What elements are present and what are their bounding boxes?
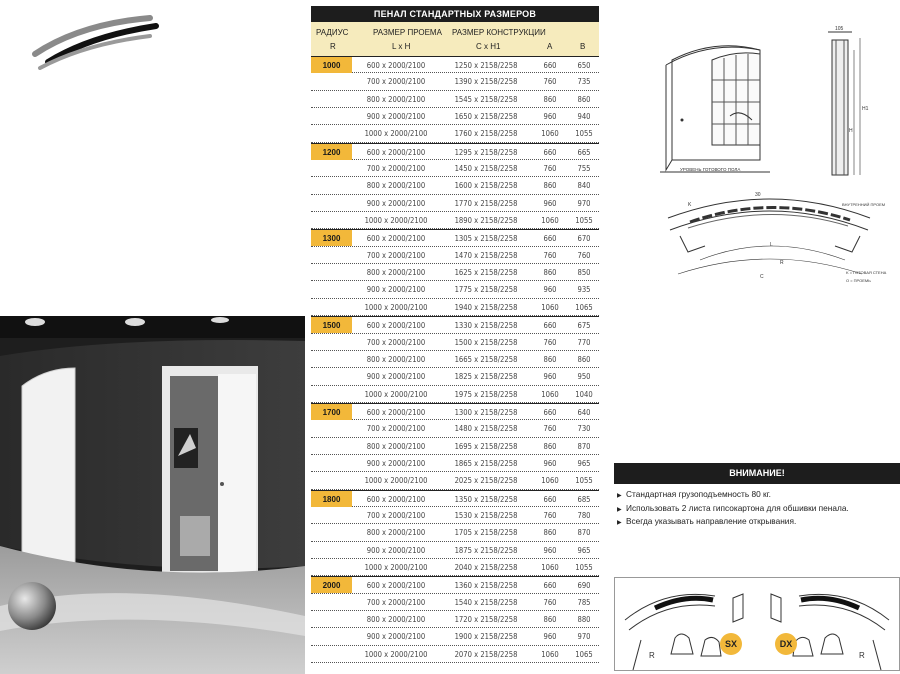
a-cell: 760 bbox=[543, 337, 557, 347]
a-cell: 960 bbox=[543, 632, 557, 642]
radius-label: R bbox=[649, 651, 655, 660]
table-row bbox=[311, 299, 599, 316]
construction-size-cell: 1600 x 2158/2258 bbox=[454, 181, 518, 191]
opening-label: ВНУТРЕННИЙ ПРОЕМ bbox=[842, 202, 886, 207]
table-row bbox=[311, 386, 599, 403]
table-body bbox=[311, 56, 599, 663]
b-cell: 965 bbox=[577, 545, 591, 555]
dim-c: C bbox=[760, 274, 764, 280]
table-row bbox=[311, 420, 599, 437]
table-row bbox=[311, 507, 599, 524]
b-cell: 685 bbox=[577, 494, 591, 504]
col-b: B bbox=[580, 42, 586, 51]
table-row bbox=[311, 125, 599, 142]
table-row bbox=[311, 628, 599, 645]
opening-size-cell: 600 x 2000/2100 bbox=[366, 407, 426, 417]
construction-size-cell: 1770 x 2158/2258 bbox=[454, 198, 518, 208]
b-cell: 880 bbox=[577, 615, 591, 624]
opening-size-cell: 600 x 2000/2100 bbox=[366, 234, 426, 244]
construction-size-cell: 1775 x 2158/2258 bbox=[454, 285, 518, 295]
table-row bbox=[311, 472, 599, 489]
opening-size-cell: 800 x 2000/2100 bbox=[366, 94, 426, 104]
table-row bbox=[311, 559, 599, 576]
b-cell: 1055 bbox=[575, 129, 593, 139]
opening-size-cell: 800 x 2000/2100 bbox=[366, 181, 426, 191]
b-cell: 640 bbox=[577, 407, 591, 417]
table-row bbox=[311, 524, 599, 541]
b-cell: 650 bbox=[577, 61, 591, 70]
construction-size-cell: 1540 x 2158/2258 bbox=[454, 597, 518, 607]
warning-title: ВНИМАНИЕ! bbox=[614, 463, 900, 484]
opening-size-cell: 700 x 2000/2100 bbox=[366, 424, 426, 434]
a-cell: 960 bbox=[543, 112, 557, 122]
opening-size-cell: 600 x 2000/2100 bbox=[366, 581, 426, 591]
construction-size-cell: 1530 x 2158/2258 bbox=[454, 510, 518, 520]
construction-size-cell: 1665 x 2158/2258 bbox=[454, 354, 518, 364]
opening-size-cell: 900 x 2000/2100 bbox=[366, 545, 426, 555]
radius-label: R bbox=[859, 651, 865, 660]
table-row bbox=[311, 576, 599, 593]
construction-size-cell: 1470 x 2158/2258 bbox=[454, 250, 518, 260]
b-cell: 970 bbox=[577, 632, 591, 642]
construction-size-cell: 1545 x 2158/2258 bbox=[454, 94, 518, 104]
a-cell: 860 bbox=[543, 441, 557, 451]
b-cell: 950 bbox=[577, 372, 591, 382]
legend-o: O = ПРОЕМЬ bbox=[846, 278, 871, 283]
a-cell: 760 bbox=[543, 77, 557, 87]
a-cell: 860 bbox=[543, 181, 557, 191]
b-cell: 850 bbox=[577, 268, 591, 278]
construction-size-cell: 1650 x 2158/2258 bbox=[454, 112, 518, 122]
construction-size-cell: 1720 x 2158/2258 bbox=[454, 615, 518, 624]
opening-size-cell: 1000 x 2000/2100 bbox=[364, 302, 428, 312]
b-cell: 870 bbox=[577, 528, 591, 538]
warning-box bbox=[614, 463, 900, 530]
table-row bbox=[311, 229, 599, 246]
a-cell: 860 bbox=[543, 354, 557, 364]
construction-size-cell: 1250 x 2158/2258 bbox=[454, 61, 518, 70]
a-cell: 660 bbox=[543, 61, 557, 70]
dim-r: R bbox=[780, 260, 784, 266]
construction-size-cell: 2025 x 2158/2258 bbox=[454, 476, 518, 486]
radius-cell: 1800 bbox=[311, 491, 352, 507]
b-cell: 870 bbox=[577, 441, 591, 451]
a-cell: 1060 bbox=[541, 476, 559, 486]
a-cell: 660 bbox=[543, 321, 557, 331]
opening-size-cell: 800 x 2000/2100 bbox=[366, 441, 426, 451]
radius-cell: 1300 bbox=[311, 230, 352, 246]
construction-size-cell: 1450 x 2158/2258 bbox=[454, 164, 518, 174]
radius-cell: 1500 bbox=[311, 317, 352, 333]
warning-item: ▶ Всегда указывать направление открывания. bbox=[617, 516, 900, 530]
opening-size-cell: 800 x 2000/2100 bbox=[366, 354, 426, 364]
opening-direction-diagram bbox=[614, 577, 900, 671]
b-cell: 1040 bbox=[575, 389, 593, 399]
legend-k: K = ГОТОВАЯ СТЕНА bbox=[846, 270, 887, 275]
b-cell: 935 bbox=[577, 285, 591, 295]
table-row bbox=[311, 195, 599, 212]
a-cell: 960 bbox=[543, 458, 557, 468]
opening-size-cell: 1000 x 2000/2100 bbox=[364, 476, 428, 486]
opening-size-cell: 1000 x 2000/2100 bbox=[364, 649, 428, 659]
col-a: A bbox=[547, 42, 553, 51]
warning-item: ▶ Использовать 2 листа гипсокартона для обшивки пенала. bbox=[617, 503, 900, 517]
construction-size-cell: 1295 x 2158/2258 bbox=[454, 147, 518, 157]
construction-size-cell: 1330 x 2158/2258 bbox=[454, 321, 518, 331]
brand-logo bbox=[30, 14, 160, 70]
floor-label: УРОВЕНЬ ГОТОВОГО ПОЛА bbox=[680, 167, 741, 172]
warning-item: ▶ Стандартная грузоподъемность 80 кг. bbox=[617, 489, 900, 503]
opening-size-cell: 800 x 2000/2100 bbox=[366, 268, 426, 278]
opening-size-cell: 900 x 2000/2100 bbox=[366, 372, 426, 382]
b-cell: 860 bbox=[577, 354, 591, 364]
b-cell: 1065 bbox=[575, 649, 593, 659]
a-cell: 1060 bbox=[541, 129, 559, 139]
b-cell: 1055 bbox=[575, 216, 593, 226]
table-row bbox=[311, 73, 599, 90]
opening-size-cell: 900 x 2000/2100 bbox=[366, 198, 426, 208]
opening-size-cell: 900 x 2000/2100 bbox=[366, 285, 426, 295]
opening-size-cell: 800 x 2000/2100 bbox=[366, 615, 426, 624]
sx-badge: SX bbox=[720, 633, 742, 655]
col-construction-sym: C x H1 bbox=[476, 42, 501, 51]
a-cell: 760 bbox=[543, 510, 557, 520]
a-cell: 660 bbox=[543, 234, 557, 244]
a-cell: 1060 bbox=[541, 649, 559, 659]
construction-size-cell: 1875 x 2158/2258 bbox=[454, 545, 518, 555]
opening-size-cell: 900 x 2000/2100 bbox=[366, 458, 426, 468]
table-row bbox=[311, 316, 599, 333]
a-cell: 660 bbox=[543, 407, 557, 417]
construction-size-cell: 1350 x 2158/2258 bbox=[454, 494, 518, 504]
construction-size-cell: 2040 x 2158/2258 bbox=[454, 562, 518, 572]
table-row bbox=[311, 108, 599, 125]
opening-size-cell: 600 x 2000/2100 bbox=[366, 61, 426, 70]
construction-size-cell: 1825 x 2158/2258 bbox=[454, 372, 518, 382]
b-cell: 1055 bbox=[575, 476, 593, 486]
a-cell: 860 bbox=[543, 615, 557, 624]
radius-cell: 1700 bbox=[311, 404, 352, 420]
construction-size-cell: 1480 x 2158/2258 bbox=[454, 424, 518, 434]
opening-size-cell: 700 x 2000/2100 bbox=[366, 337, 426, 347]
opening-size-cell: 700 x 2000/2100 bbox=[366, 77, 426, 87]
construction-size-cell: 1705 x 2158/2258 bbox=[454, 528, 518, 538]
a-cell: 860 bbox=[543, 528, 557, 538]
construction-size-cell: 2070 x 2158/2258 bbox=[454, 649, 518, 659]
b-cell: 690 bbox=[577, 581, 591, 591]
dim-30: 30 bbox=[755, 192, 761, 198]
a-cell: 960 bbox=[543, 285, 557, 295]
a-cell: 760 bbox=[543, 424, 557, 434]
construction-size-cell: 1390 x 2158/2258 bbox=[454, 77, 518, 87]
construction-size-cell: 1900 x 2158/2258 bbox=[454, 632, 518, 642]
a-cell: 960 bbox=[543, 545, 557, 555]
table-row bbox=[311, 91, 599, 108]
col-radius: РАДИУС bbox=[316, 28, 349, 37]
opening-size-cell: 1000 x 2000/2100 bbox=[364, 216, 428, 226]
b-cell: 940 bbox=[577, 112, 591, 122]
opening-size-cell: 1000 x 2000/2100 bbox=[364, 389, 428, 399]
interior-photo bbox=[0, 316, 305, 674]
a-cell: 760 bbox=[543, 164, 557, 174]
dim-h1: H1 bbox=[862, 106, 869, 112]
table-row bbox=[311, 212, 599, 229]
construction-size-cell: 1695 x 2158/2258 bbox=[454, 441, 518, 451]
b-cell: 730 bbox=[577, 424, 591, 434]
table-row bbox=[311, 160, 599, 177]
b-cell: 840 bbox=[577, 181, 591, 191]
table-row bbox=[311, 611, 599, 628]
b-cell: 785 bbox=[577, 597, 591, 607]
table-row bbox=[311, 594, 599, 611]
a-cell: 1060 bbox=[541, 562, 559, 572]
radius-cell: 1200 bbox=[311, 144, 352, 160]
a-cell: 760 bbox=[543, 250, 557, 260]
b-cell: 675 bbox=[577, 321, 591, 331]
table-title: ПЕНАЛ СТАНДАРТНЫХ РАЗМЕРОВ bbox=[311, 6, 599, 22]
a-cell: 960 bbox=[543, 198, 557, 208]
b-cell: 670 bbox=[577, 234, 591, 244]
table-row bbox=[311, 264, 599, 281]
dim-h: H bbox=[849, 128, 853, 134]
table-row bbox=[311, 403, 599, 420]
bullet-icon: ▶ bbox=[617, 493, 622, 499]
warning-list bbox=[614, 484, 900, 530]
col-radius-sym: R bbox=[330, 42, 336, 51]
sizes-table bbox=[311, 6, 599, 663]
col-construction: РАЗМЕР КОНСТРУКЦИИ bbox=[452, 28, 546, 37]
table-row bbox=[311, 177, 599, 194]
table-row bbox=[311, 438, 599, 455]
b-cell: 965 bbox=[577, 458, 591, 468]
construction-size-cell: 1975 x 2158/2258 bbox=[454, 389, 518, 399]
opening-size-cell: 600 x 2000/2100 bbox=[366, 321, 426, 331]
construction-size-cell: 1760 x 2158/2258 bbox=[454, 129, 518, 139]
construction-size-cell: 1300 x 2158/2258 bbox=[454, 407, 518, 417]
construction-size-cell: 1890 x 2158/2258 bbox=[454, 216, 518, 226]
a-cell: 660 bbox=[543, 494, 557, 504]
a-cell: 1060 bbox=[541, 389, 559, 399]
table-row bbox=[311, 542, 599, 559]
b-cell: 755 bbox=[577, 164, 591, 174]
opening-size-cell: 1000 x 2000/2100 bbox=[364, 129, 428, 139]
technical-drawings bbox=[660, 20, 900, 300]
table-row bbox=[311, 143, 599, 160]
b-cell: 735 bbox=[577, 77, 591, 87]
opening-size-cell: 600 x 2000/2100 bbox=[366, 494, 426, 504]
a-cell: 660 bbox=[543, 581, 557, 591]
a-cell: 660 bbox=[543, 147, 557, 157]
construction-size-cell: 1865 x 2158/2258 bbox=[454, 458, 518, 468]
b-cell: 970 bbox=[577, 198, 591, 208]
radius-cell: 2000 bbox=[311, 577, 352, 593]
table-row bbox=[311, 368, 599, 385]
construction-size-cell: 1500 x 2158/2258 bbox=[454, 337, 518, 347]
table-row bbox=[311, 56, 599, 73]
a-cell: 960 bbox=[543, 372, 557, 382]
opening-size-cell: 700 x 2000/2100 bbox=[366, 510, 426, 520]
construction-size-cell: 1625 x 2158/2258 bbox=[454, 268, 518, 278]
opening-size-cell: 700 x 2000/2100 bbox=[366, 597, 426, 607]
a-cell: 860 bbox=[543, 268, 557, 278]
col-opening: РАЗМЕР ПРОЕМА bbox=[373, 28, 442, 37]
table-row bbox=[311, 646, 599, 663]
table-row bbox=[311, 490, 599, 507]
b-cell: 665 bbox=[577, 147, 591, 157]
b-cell: 1055 bbox=[575, 562, 593, 572]
dim-l: L bbox=[770, 242, 773, 248]
a-cell: 860 bbox=[543, 94, 557, 104]
table-header bbox=[311, 22, 599, 56]
construction-size-cell: 1360 x 2158/2258 bbox=[454, 581, 518, 591]
opening-size-cell: 700 x 2000/2100 bbox=[366, 164, 426, 174]
opening-size-cell: 800 x 2000/2100 bbox=[366, 528, 426, 538]
opening-size-cell: 900 x 2000/2100 bbox=[366, 632, 426, 642]
radius-cell: 1000 bbox=[311, 57, 352, 73]
table-row bbox=[311, 247, 599, 264]
col-opening-sym: L x H bbox=[392, 42, 411, 51]
a-cell: 760 bbox=[543, 597, 557, 607]
opening-size-cell: 600 x 2000/2100 bbox=[366, 147, 426, 157]
dim-k: K bbox=[688, 202, 692, 208]
a-cell: 1060 bbox=[541, 216, 559, 226]
table-row bbox=[311, 455, 599, 472]
bullet-icon: ▶ bbox=[617, 520, 622, 526]
opening-size-cell: 1000 x 2000/2100 bbox=[364, 562, 428, 572]
construction-size-cell: 1940 x 2158/2258 bbox=[454, 302, 518, 312]
dx-badge: DX bbox=[775, 633, 797, 655]
table-row bbox=[311, 351, 599, 368]
direction-drawing bbox=[615, 578, 899, 670]
b-cell: 760 bbox=[577, 250, 591, 260]
table-row bbox=[311, 334, 599, 351]
opening-size-cell: 700 x 2000/2100 bbox=[366, 250, 426, 260]
b-cell: 770 bbox=[577, 337, 591, 347]
opening-size-cell: 900 x 2000/2100 bbox=[366, 112, 426, 122]
b-cell: 780 bbox=[577, 510, 591, 520]
dim-105: 105 bbox=[835, 26, 844, 32]
construction-size-cell: 1305 x 2158/2258 bbox=[454, 234, 518, 244]
a-cell: 1060 bbox=[541, 302, 559, 312]
bullet-icon: ▶ bbox=[617, 506, 622, 513]
b-cell: 860 bbox=[577, 94, 591, 104]
table-row bbox=[311, 281, 599, 298]
b-cell: 1065 bbox=[575, 302, 593, 312]
